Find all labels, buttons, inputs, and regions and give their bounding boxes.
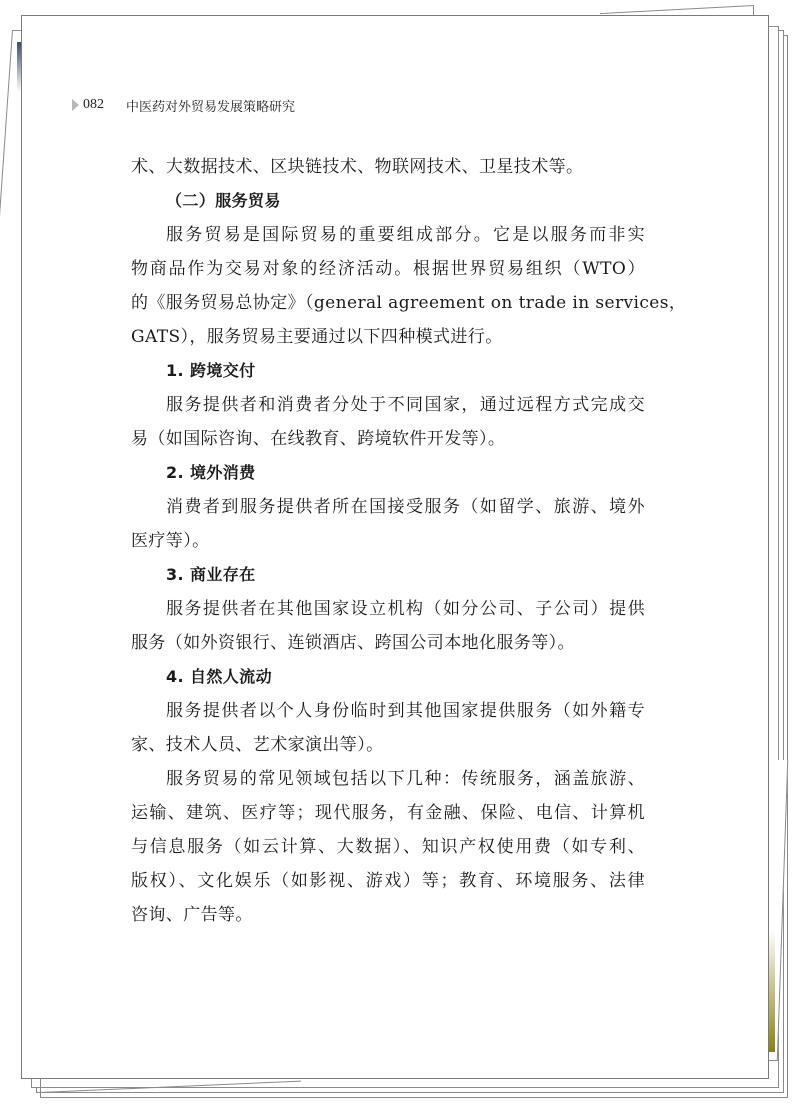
section-heading: （二）服务贸易	[166, 191, 281, 210]
paragraph-line: 运输、建筑、医疗等；现代服务，有金融、保险、电信、计算机	[131, 803, 645, 823]
page-number: 082	[83, 97, 104, 112]
running-header	[72, 96, 295, 114]
paragraph-line: 咨询、广告等。	[131, 905, 253, 925]
paragraph-line: 版权）、文化娱乐（如影视、游戏）等；教育、环境服务、法律	[131, 871, 645, 891]
paragraph-line: 服务贸易的常见领域包括以下几种：传统服务，涵盖旅游、	[166, 769, 645, 789]
paragraph-line: GATS），服务贸易主要通过以下四种模式进行。	[131, 327, 503, 347]
paragraph-line: 的《服务贸易总协定》（general agreement on trade in services，	[131, 293, 687, 313]
paragraph-line: 服务提供者在其他国家设立机构（如分公司、子公司）提供	[166, 599, 645, 619]
paragraph-line: 服务（如外资银行、连锁酒店、跨国公司本地化服务等）。	[131, 633, 575, 653]
paragraph-line: 服务提供者以个人身份临时到其他国家提供服务（如外籍专	[166, 701, 645, 721]
paragraph-line: 与信息服务（如云计算、大数据）、知识产权使用费（如专利、	[131, 837, 645, 857]
subsection-heading: 2. 境外消费	[166, 463, 256, 482]
paragraph-line: 服务贸易是国际贸易的重要组成部分。它是以服务而非实	[166, 225, 645, 245]
paragraph-line: 易（如国际咨询、在线教育、跨境软件开发等）。	[131, 429, 506, 449]
paragraph-line: 医疗等）。	[131, 531, 210, 551]
paragraph-line: 术、大数据技术、区块链技术、物联网技术、卫星技术等。	[131, 157, 584, 177]
triangle-right-icon	[72, 99, 79, 111]
book-title: 中医药对外贸易发展策略研究	[126, 99, 296, 115]
paragraph-line: 物商品作为交易对象的经济活动。根据世界贸易组织（WTO）	[131, 259, 645, 279]
paragraph-line: 家、技术人员、艺术家演出等）。	[131, 735, 384, 755]
subsection-heading: 1. 跨境交付	[166, 361, 256, 380]
paragraph-line: 消费者到服务提供者所在国接受服务（如留学、旅游、境外	[166, 497, 645, 517]
body-text	[131, 150, 687, 932]
subsection-heading: 3. 商业存在	[166, 565, 256, 584]
cover-edge-olive	[768, 930, 775, 1052]
paragraph-line: 服务提供者和消费者分处于不同国家，通过远程方式完成交	[166, 395, 645, 415]
subsection-heading: 4. 自然人流动	[166, 667, 272, 686]
